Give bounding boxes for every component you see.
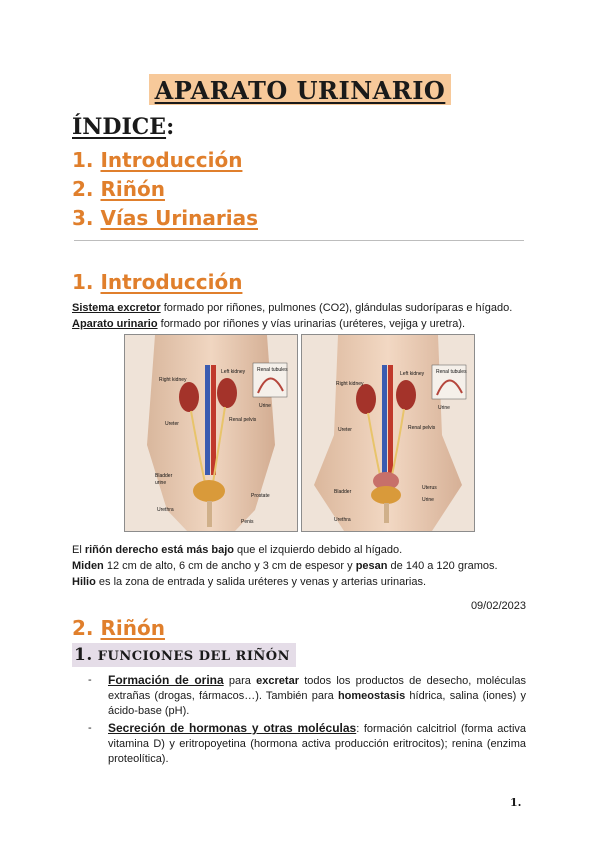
figure-label: Urethra xyxy=(157,507,174,513)
note-bold: Miden xyxy=(72,560,104,572)
section-1-heading xyxy=(72,270,242,294)
bullet-text: : formación calcitriol (forma activa vitamina D) y eritropoyetina (hormona activa producción eritrocitos); renina (enzima proteolítica). xyxy=(108,723,527,765)
figure-label: Ureter xyxy=(165,421,179,427)
figure-label: Penis xyxy=(241,519,254,525)
figure-label: Urine xyxy=(438,405,450,411)
subsection-heading xyxy=(72,643,296,667)
anatomy-illustration-female xyxy=(302,335,474,531)
index-label: ÍNDICE xyxy=(72,114,167,140)
line-text: formado por riñones y vías urinarias (uréteres, vejiga y uretra). xyxy=(157,318,466,330)
note-hilio xyxy=(72,574,532,590)
figure-label: Right kidney xyxy=(336,381,364,387)
term-aparato-urinario: Aparato urinario xyxy=(72,318,158,330)
section-number: 2. xyxy=(72,616,94,640)
bullet-text: hídrica, salina (iones) y ácido-base (pH). xyxy=(108,690,526,717)
figure-label: Renal tubules xyxy=(257,367,288,373)
bullet-dash: - xyxy=(88,674,92,686)
document-title: APARATO URINARIO xyxy=(149,74,452,105)
figure-label: Left kidney xyxy=(400,371,425,377)
toc-text: Riñón xyxy=(100,177,165,201)
toc-text: Introducción xyxy=(100,148,243,172)
bullet-bold: homeostasis xyxy=(337,690,406,702)
figure-label: Prostate xyxy=(251,493,270,499)
list-item xyxy=(88,673,526,719)
date-stamp: 09/02/2023 xyxy=(470,600,526,612)
section-number: 1. xyxy=(72,270,94,294)
kidney-notes xyxy=(72,542,532,590)
subsection-number: 1. xyxy=(74,645,93,665)
intro-paragraph xyxy=(72,300,532,332)
figure-label: Renal tubules xyxy=(436,369,467,375)
index-colon: : xyxy=(166,114,175,140)
toc-number: 1. xyxy=(72,148,94,172)
term-sistema-excretor: Sistema excretor xyxy=(72,302,161,314)
toc-item-vias-urinarias[interactable] xyxy=(72,204,258,233)
index-heading xyxy=(72,114,174,140)
toc-number: 2. xyxy=(72,177,94,201)
note-bold: pesan xyxy=(355,560,388,572)
title-block xyxy=(0,74,600,105)
figure-label: Bladder xyxy=(155,473,173,479)
figure-label: Right kidney xyxy=(159,377,187,383)
table-of-contents xyxy=(72,146,258,233)
line-aparato-urinario xyxy=(72,316,532,332)
functions-list xyxy=(88,673,526,769)
note-text: es la zona de entrada y salida uréteres y venas y arterias urinarias. xyxy=(95,576,427,588)
line-sistema-excretor xyxy=(72,300,532,316)
toc-item-introduccion[interactable] xyxy=(72,146,258,175)
section-title: Introducción xyxy=(100,270,243,294)
toc-text: Vías Urinarias xyxy=(100,206,258,230)
figure-label: Urine xyxy=(259,403,271,409)
note-right-kidney xyxy=(72,542,532,558)
figure-label: Urine xyxy=(422,497,434,503)
bullet-lead: Secreción de hormonas y otras moléculas xyxy=(108,721,357,735)
divider xyxy=(74,240,524,241)
figure-label: Renal pelvis xyxy=(408,425,436,431)
bullet-dash: - xyxy=(88,722,92,734)
note-text: 12 cm de alto, 6 cm de ancho y 3 cm de espesor y xyxy=(103,560,356,572)
figure-label: Renal pelvis xyxy=(229,417,257,423)
note-bold: Hilio xyxy=(72,576,96,588)
line-text: formado por riñones, pulmones (CO2), glándulas sudoríparas e hígado. xyxy=(160,302,513,314)
anatomy-illustration-male xyxy=(125,335,297,531)
figure-label: Left kidney xyxy=(221,369,246,375)
note-size xyxy=(72,558,532,574)
section-title: Riñón xyxy=(100,616,165,640)
note-bold: riñón derecho está más bajo xyxy=(84,544,234,556)
bullet-bold: excretar xyxy=(256,675,299,687)
figure-label: urine xyxy=(155,480,167,486)
note-text: que el izquierdo debido al hígado. xyxy=(234,544,403,556)
page-number: 1. xyxy=(510,796,522,809)
bullet-lead: Formación de orina xyxy=(108,673,224,687)
bullet-text: todos los productos de desecho, moléculas extrañas (drogas, fármacos…). También para xyxy=(108,675,526,702)
note-text: El xyxy=(72,544,85,556)
toc-item-rinon[interactable] xyxy=(72,175,258,204)
figure-label: Uterus xyxy=(422,485,437,491)
figure-label: Ureter xyxy=(338,427,352,433)
section-2-heading xyxy=(72,616,165,640)
figure-label: Urethra xyxy=(334,517,351,523)
figure-urinary-system-female xyxy=(301,334,475,532)
figure-label: Bladder xyxy=(334,489,352,495)
toc-number: 3. xyxy=(72,206,94,230)
note-text: de 140 a 120 gramos. xyxy=(387,560,498,572)
subsection-title: FUNCIONES DEL RIÑÓN xyxy=(97,649,291,664)
figure-urinary-system-male xyxy=(124,334,298,532)
list-item xyxy=(88,721,526,767)
bullet-text: para xyxy=(223,675,257,687)
